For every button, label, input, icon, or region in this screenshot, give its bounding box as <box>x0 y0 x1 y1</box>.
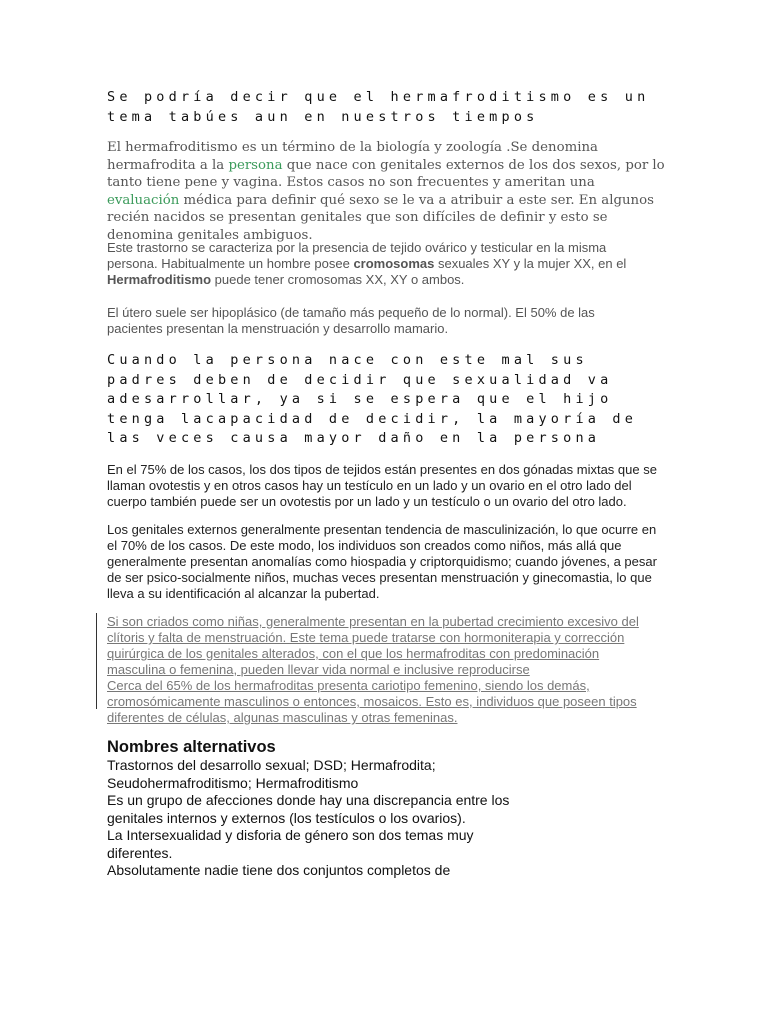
definition: Es un grupo de afecciones donde hay una discrepancia entre los genitales internos y externos (los testículos o los ovarios). <box>107 792 510 826</box>
paragraph-ninas-link[interactable] <box>107 614 652 726</box>
paragraph-utero: El útero suele ser hipoplásico (de tamaño más pequeño de lo normal). El 50% de las pacientes presentan la menstruación y desarrollo mamario. <box>107 305 595 336</box>
para2-text-3: puede tener cromosomas XX, XY o ambos. <box>211 272 465 287</box>
paragraph-trastorno <box>107 240 647 288</box>
heading-title: Se podría decir que el hermafroditismo es un tema tabúes aun en nuestros tiempos <box>107 89 662 125</box>
heading-decision: Cuando la persona nace con este mal sus padres deben de decidir que sexualidad va adesarrollar, ya si se espera que el hijo tenga lacapacidad de decidir, la mayoría de las veces causa mayor daño en la persona <box>107 352 650 446</box>
quote-bar <box>96 613 97 709</box>
alternative-names-section <box>107 737 537 880</box>
intro-paragraph <box>107 139 667 244</box>
persona-link[interactable]: persona <box>228 157 283 173</box>
paragraph-cariotipo[interactable]: Cerca del 65% de los hermafroditas presenta cariotipo femenino, siendo los demás, cromosómicamente masculinos o entonces, mosaicos. Esto es, individuos que poseen tipos diferentes de células, algunas masculinas y otras femeninas. <box>107 678 637 725</box>
paragraph-masculinizacion: Los genitales externos generalmente presentan tendencia de masculinización, lo que ocurre en el 70% de los casos. De este modo, los individuos son creados como niños, más allá que generalmente presentan anomalías como hiospadia y criptorquidismo; cuando jóvenes, a pesar de ser psico-socialmente niños, muchas veces presentan menstruación y ginecomastia, lo que lleva a su identificación al alcanzar la pubertad. <box>107 522 657 601</box>
cromosomas-term: cromosomas <box>353 256 435 271</box>
intro-text-2: que nace con genitales externos de los dos sexos, por lo tanto tiene pene y vagina. Estos casos no son frecuentes y ameritan una <box>107 157 665 190</box>
para2-text-2: sexuales XY y la mujer XX, en el <box>434 256 627 271</box>
alternative-names: Trastornos del desarrollo sexual; DSD; Hermafrodita; Seudohermafroditismo; Hermafroditismo <box>107 757 436 791</box>
intro-text-1: El hermafroditismo es un término de la biología y zoología .Se denomina hermafrodita a la <box>107 140 598 173</box>
paragraph-ninas[interactable]: Si son criados como niñas, generalmente presentan en la pubertad crecimiento excesivo del clítoris y falta de menstruación. Este tema puede tratarse con hormoniterapia y corrección quirúrgica de los genitales alterados, con el que los hermafroditas con predominación masculina o femenina, pueden llevar vida normal e inclusive reproducirse <box>107 614 639 677</box>
intersex-note: La Intersexualidad y disforia de género son dos temas muy diferentes. <box>107 827 474 861</box>
hermafroditismo-term: Hermafroditismo <box>107 272 212 287</box>
paragraph-ovotestis: En el 75% de los casos, los dos tipos de tejidos están presentes en dos gónadas mixtas que se llaman ovotestis y en otros casos hay un testículo en un lado y un ovario en el otro lado del cuerpo también puede ser un ovotestis por un lado y un testículo o un ovario del otro lado. <box>107 462 657 509</box>
evaluacion-link[interactable]: evaluación <box>107 192 180 208</box>
last-line: Absolutamente nadie tiene dos conjuntos completos de <box>107 862 451 878</box>
intro-text-3: médica para definir qué sexo se le va a atribuir a este ser. En algunos recién nacidos se presentan genitales que son difíciles de definir y esto se denomina genitales ambiguos. <box>107 192 654 243</box>
para2-text-1: Este trastorno se caracteriza por la presencia de tejido ovárico y testicular en la misma persona. Habitualmente un hombre posee <box>107 240 607 271</box>
section-title: Nombres alternativos <box>107 738 276 756</box>
